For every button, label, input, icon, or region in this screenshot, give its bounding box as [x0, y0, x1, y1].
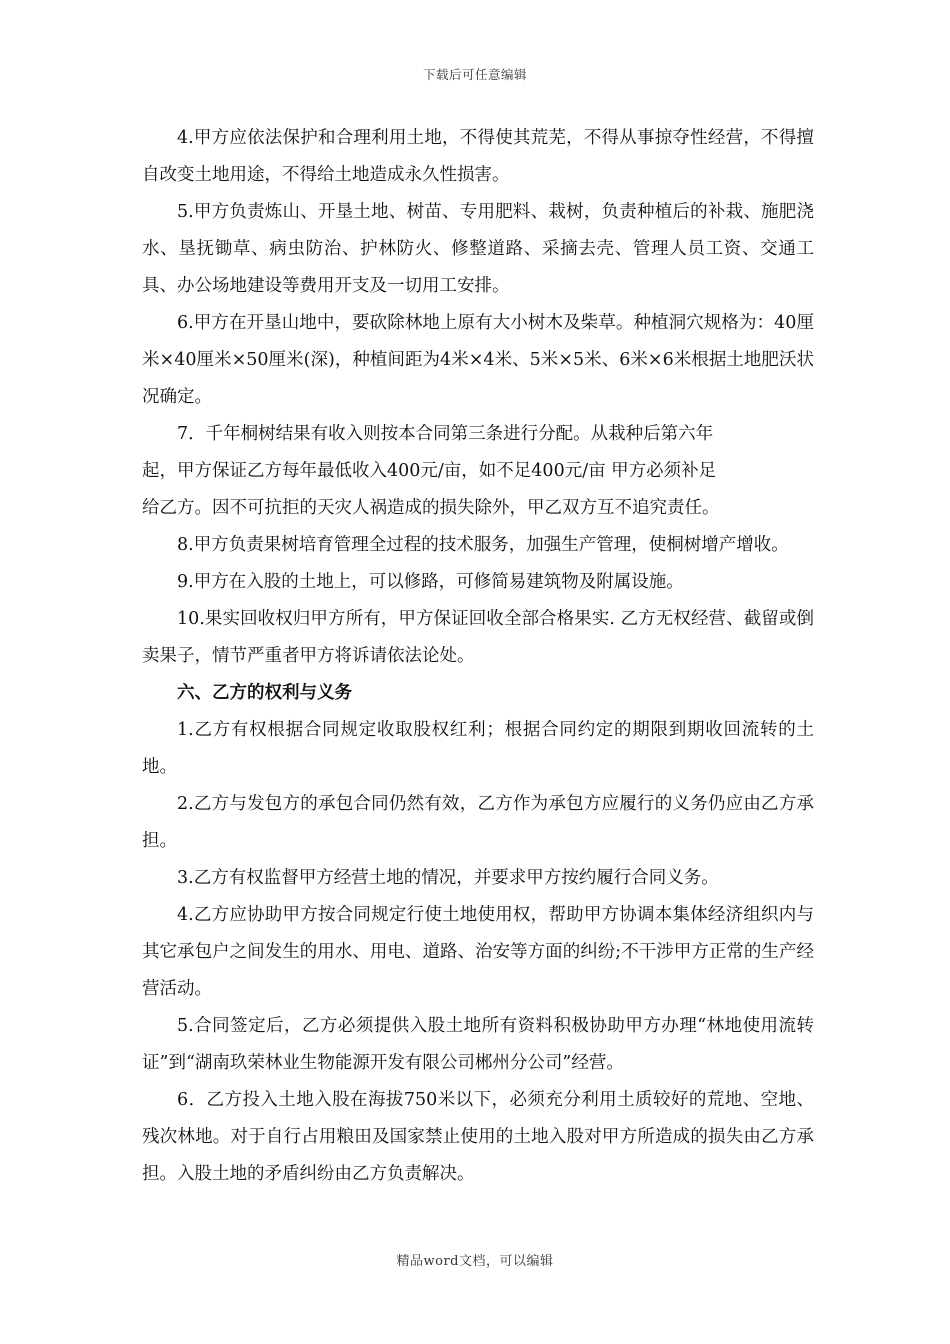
clause-5-6: 6.甲方在开垦山地中，要砍除林地上原有大小树木及柴草。种植洞穴规格为：40厘米×40厘米×50厘米(深)，种植间距为4米×4米、5米×5米、6米×6米根据土地肥沃状况确定。: [142, 313, 814, 407]
clause-6-4: 4.乙方应协助甲方按合同规定行使土地使用权，帮助甲方协调本集体经济组织内与其它承包户之间发生的用水、用电、道路、治安等方面的纠纷;不干涉甲方正常的生产经营活动。: [142, 905, 814, 999]
page-header: 下载后可任意编辑: [422, 67, 527, 82]
clause-6-2: 2.乙方与发包方的承包合同仍然有效，乙方作为承包方应履行的义务仍应由乙方承担。: [142, 794, 814, 851]
clause-6-3: 3.乙方有权监督甲方经营土地的情况，并要求甲方按约履行合同义务。: [177, 868, 719, 888]
clause-6-6: 6．乙方投入土地入股在海拔750米以下，必须充分利用土质较好的荒地、空地、残次林地。对于自行占用粮田及国家禁止使用的土地入股对甲方所造成的损失由乙方承担。入股土地的矛盾纠纷由乙方负责解决。: [142, 1090, 814, 1184]
page-footer: 精品word文档，可以编辑: [396, 1254, 554, 1269]
clause-5-7-line-2: 起，甲方保证乙方每年最低收入400元/亩，如不足400元/亩 甲方必须补足: [142, 461, 717, 481]
clause-5-9: 9.甲方在入股的土地上，可以修路，可修简易建筑物及附属设施。: [177, 572, 684, 592]
clause-5-8: 8.甲方负责果树培育管理全过程的技术服务，加强生产管理，使桐树增产增收。: [177, 535, 789, 555]
clause-5-10: 10.果实回收权归甲方所有，甲方保证回收全部合格果实. 乙方无权经营、截留或倒卖果子，情节严重者甲方将诉请依法论处。: [142, 609, 814, 666]
clause-5-7: [142, 416, 814, 527]
clause-5-7-line-3: 给乙方。因不可抗拒的天灾人祸造成的损失除外，甲乙双方互不追究责任。: [142, 498, 720, 518]
clause-6-5: 5.合同签定后，乙方必须提供入股土地所有资料积极协助甲方办理“林地使用流转证”到“湖南玖荣林业生物能源开发有限公司郴州分公司”经营。: [142, 1016, 814, 1073]
clause-5-4: 4.甲方应依法保护和合理利用土地，不得使其荒芜，不得从事掠夺性经营，不得擅自改变土地用途，不得给土地造成永久性损害。: [142, 128, 814, 185]
document-body: [142, 120, 814, 1193]
section-heading-6: 六、乙方的权利与义务: [177, 683, 352, 703]
clause-5-7-line-1: 7．千年桐树结果有收入则按本合同第三条进行分配。从栽种后第六年: [177, 424, 714, 444]
clause-5-5: 5.甲方负责炼山、开垦土地、树苗、专用肥料、栽树，负责种植后的补栽、施肥浇水、垦抚锄草、病虫防治、护林防火、修整道路、采摘去壳、管理人员工资、交通工具、办公场地建设等费用开支及一切用工安排。: [142, 202, 814, 296]
clause-6-1: 1.乙方有权根据合同规定收取股权红利；根据合同约定的期限到期收回流转的土地。: [142, 720, 814, 777]
